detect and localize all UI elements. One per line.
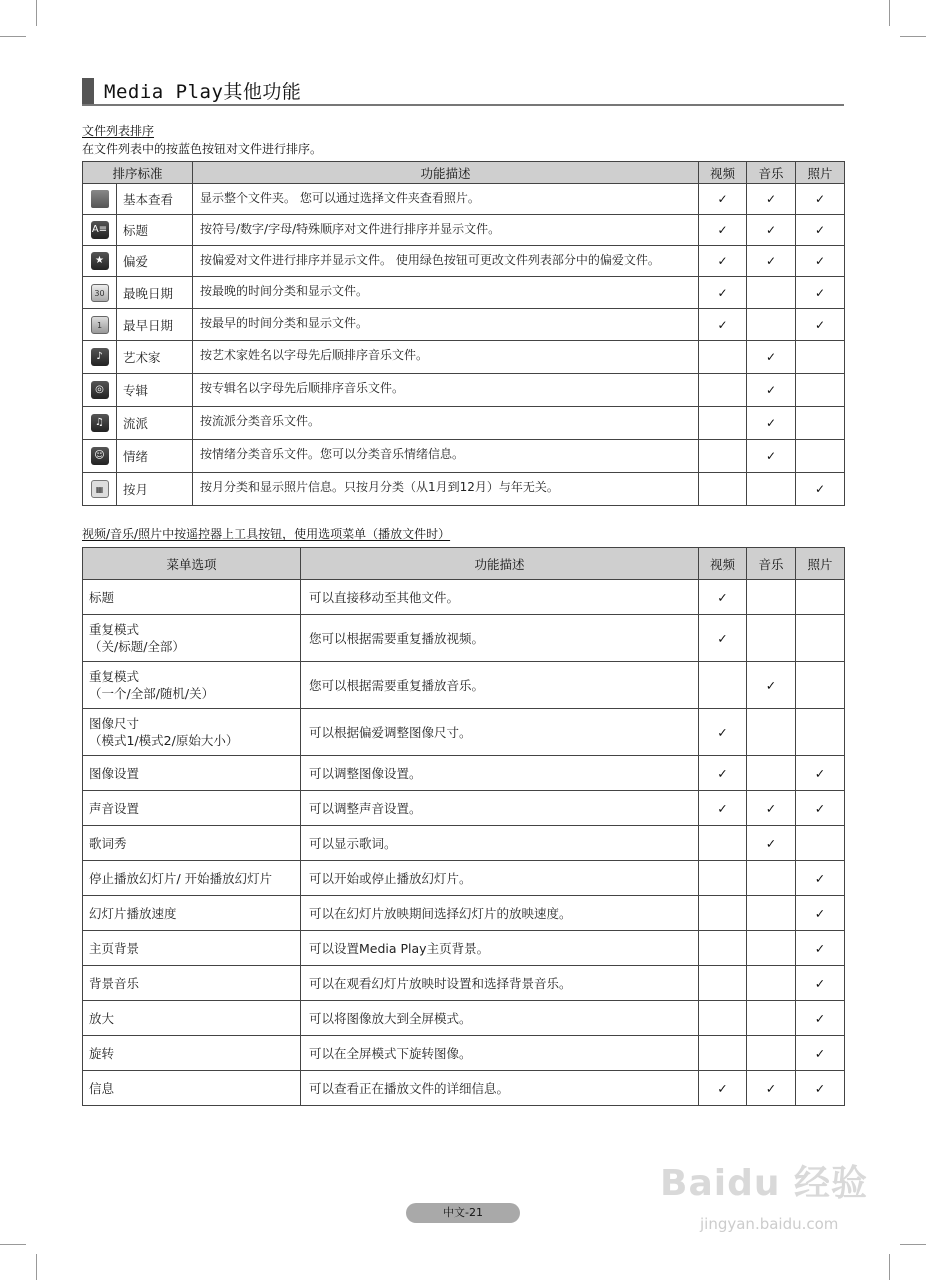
photo-check: ✓ [796, 756, 845, 791]
sort-table [82, 161, 845, 506]
video-check: ✓ [699, 580, 747, 615]
crop-mark [36, 0, 37, 26]
option-cell [83, 662, 301, 709]
video-check: ✓ [699, 756, 747, 791]
sort-desc: 按月分类和显示照片信息。只按月分类（从1月到12月）与年无关。 [193, 473, 699, 506]
video-check [699, 473, 747, 506]
video-check: ✓ [699, 246, 747, 277]
sort-row [83, 215, 845, 246]
header-music2: 音乐 [747, 548, 796, 580]
option-desc: 可以调整图像设置。 [301, 756, 699, 791]
photo-check: ✓ [796, 896, 845, 931]
option-name: 信息 [89, 1080, 115, 1096]
option-desc: 可以显示歌词。 [301, 826, 699, 861]
music-check: ✓ [747, 440, 796, 473]
option-cell [83, 1071, 301, 1106]
header-desc2: 功能描述 [301, 548, 699, 580]
option-row [83, 1001, 845, 1036]
sort-row [83, 277, 845, 309]
video-check [699, 341, 747, 374]
sort-name: 标题 [117, 215, 193, 246]
option-row [83, 826, 845, 861]
option-name: 歌词秀 [89, 835, 127, 851]
crop-mark [889, 0, 890, 26]
sort-name: 偏爱 [117, 246, 193, 277]
music-check: ✓ [747, 826, 796, 861]
music-check: ✓ [747, 246, 796, 277]
video-check [699, 374, 747, 407]
photo-check [796, 440, 845, 473]
option-row [83, 709, 845, 756]
option-cell [83, 1036, 301, 1071]
option-name: 图像设置 [89, 765, 140, 781]
title-sort-icon: A≡ [91, 221, 109, 239]
crop-mark [36, 1254, 37, 1280]
option-cell [83, 580, 301, 615]
option-cell [83, 615, 301, 662]
icon-cell [83, 473, 117, 506]
option-desc: 可以在幻灯片放映期间选择幻灯片的放映速度。 [301, 896, 699, 931]
option-name: 重复模式 [89, 622, 140, 637]
option-desc: 可以根据偏爱调整图像尺寸。 [301, 709, 699, 756]
video-check [699, 1036, 747, 1071]
video-check: ✓ [699, 1071, 747, 1106]
option-desc: 可以设置Media Play主页背景。 [301, 931, 699, 966]
option-name: 重复模式 [89, 669, 140, 684]
icon-cell [83, 374, 117, 407]
icon-cell [83, 277, 117, 309]
option-desc: 可以开始或停止播放幻灯片。 [301, 861, 699, 896]
header-video2: 视频 [699, 548, 747, 580]
icon-cell [83, 341, 117, 374]
sort-name: 艺术家 [117, 341, 193, 374]
photo-check [796, 407, 845, 440]
video-check: ✓ [699, 184, 747, 215]
icon-cell [83, 407, 117, 440]
video-check [699, 861, 747, 896]
icon-cell [83, 309, 117, 341]
sort-row [83, 246, 845, 277]
artist-icon: ♪ [91, 348, 109, 366]
option-name: 放大 [89, 1010, 115, 1026]
option-row [83, 861, 845, 896]
photo-check: ✓ [796, 277, 845, 309]
star-icon: ★ [91, 252, 109, 270]
icon-cell [83, 184, 117, 215]
photo-check [796, 374, 845, 407]
option-cell [83, 896, 301, 931]
header-criteria: 排序标准 [83, 162, 193, 184]
photo-check [796, 341, 845, 374]
option-sub: （一个/全部/随机/关） [89, 686, 215, 701]
section1-description: 在文件列表中的按蓝色按钮对文件进行排序。 [82, 142, 323, 156]
video-check: ✓ [699, 709, 747, 756]
photo-check: ✓ [796, 215, 845, 246]
video-check [699, 440, 747, 473]
page-title-bar [82, 76, 844, 106]
section1-heading: 文件列表排序 [82, 124, 155, 138]
photo-check: ✓ [796, 184, 845, 215]
sort-row [83, 407, 845, 440]
title-marker [82, 78, 94, 104]
header-desc: 功能描述 [193, 162, 699, 184]
mood-icon: ☺ [91, 447, 109, 465]
icon-cell [83, 215, 117, 246]
option-cell [83, 709, 301, 756]
option-name: 旋转 [89, 1045, 115, 1061]
crop-mark [0, 1244, 26, 1245]
music-check [747, 896, 796, 931]
photo-check: ✓ [796, 861, 845, 896]
sort-desc: 按偏爱对文件进行排序并显示文件。 使用绿色按钮可更改文件列表部分中的偏爱文件。 [193, 246, 699, 277]
option-row [83, 791, 845, 826]
sort-row [83, 184, 845, 215]
music-check [747, 1036, 796, 1071]
option-row [83, 896, 845, 931]
option-desc: 可以在观看幻灯片放映时设置和选择背景音乐。 [301, 966, 699, 1001]
photo-check [796, 580, 845, 615]
photo-check: ✓ [796, 1036, 845, 1071]
option-cell [83, 826, 301, 861]
option-cell [83, 931, 301, 966]
option-desc: 您可以根据需要重复播放音乐。 [301, 662, 699, 709]
option-desc: 可以直接移动至其他文件。 [301, 580, 699, 615]
photo-check [796, 615, 845, 662]
sort-desc: 按专辑名以字母先后顺排序音乐文件。 [193, 374, 699, 407]
sort-row [83, 309, 845, 341]
video-check: ✓ [699, 215, 747, 246]
sort-desc: 按符号/数字/字母/特殊顺序对文件进行排序并显示文件。 [193, 215, 699, 246]
sort-name: 情绪 [117, 440, 193, 473]
video-check [699, 662, 747, 709]
music-check [747, 473, 796, 506]
header-option: 菜单选项 [83, 548, 301, 580]
photo-check: ✓ [796, 931, 845, 966]
music-check [747, 1001, 796, 1036]
video-check: ✓ [699, 277, 747, 309]
header-photo: 照片 [796, 162, 845, 184]
video-check [699, 931, 747, 966]
sort-name: 流派 [117, 407, 193, 440]
option-row [83, 1071, 845, 1106]
option-name: 背景音乐 [89, 975, 140, 991]
options-table [82, 547, 845, 1106]
music-check: ✓ [747, 184, 796, 215]
sort-name: 专辑 [117, 374, 193, 407]
video-check [699, 826, 747, 861]
option-name: 幻灯片播放速度 [89, 905, 177, 921]
option-row [83, 756, 845, 791]
sort-desc: 按艺术家姓名以字母先后顺排序音乐文件。 [193, 341, 699, 374]
sort-name: 最晚日期 [117, 277, 193, 309]
option-cell [83, 791, 301, 826]
option-row [83, 966, 845, 1001]
month-icon: ▦ [91, 480, 109, 498]
photo-check: ✓ [796, 1001, 845, 1036]
music-check: ✓ [747, 374, 796, 407]
option-desc: 可以查看正在播放文件的详细信息。 [301, 1071, 699, 1106]
music-check: ✓ [747, 341, 796, 374]
music-check [747, 861, 796, 896]
watermark-logo: Baidu 经验 [660, 1163, 869, 1204]
sort-row [83, 341, 845, 374]
music-check [747, 277, 796, 309]
crop-mark [900, 36, 926, 37]
photo-check: ✓ [796, 309, 845, 341]
header-music: 音乐 [747, 162, 796, 184]
option-row [83, 662, 845, 709]
video-check [699, 896, 747, 931]
photo-check: ✓ [796, 966, 845, 1001]
option-desc: 可以调整声音设置。 [301, 791, 699, 826]
crop-mark [889, 1254, 890, 1280]
music-check [747, 756, 796, 791]
icon-cell [83, 246, 117, 277]
music-check: ✓ [747, 1071, 796, 1106]
photo-check [796, 662, 845, 709]
sort-name: 基本查看 [117, 184, 193, 215]
music-check [747, 615, 796, 662]
option-name: 图像尺寸 [89, 716, 140, 731]
video-check: ✓ [699, 615, 747, 662]
music-check: ✓ [747, 407, 796, 440]
photo-check [796, 826, 845, 861]
option-cell [83, 861, 301, 896]
option-desc: 您可以根据需要重复播放视频。 [301, 615, 699, 662]
option-sub: （模式1/模式2/原始大小） [89, 733, 239, 748]
option-row [83, 580, 845, 615]
sort-desc: 显示整个文件夹。 您可以通过选择文件夹查看照片。 [193, 184, 699, 215]
video-check [699, 407, 747, 440]
video-check [699, 1001, 747, 1036]
option-row [83, 931, 845, 966]
photo-check: ✓ [796, 473, 845, 506]
option-row [83, 615, 845, 662]
music-check: ✓ [747, 215, 796, 246]
page-number: 中文-21 [406, 1203, 520, 1223]
option-desc: 可以将图像放大到全屏模式。 [301, 1001, 699, 1036]
section2-heading: 视频/音乐/照片中按遥控器上工具按钮，使用选项菜单（播放文件时） [82, 527, 451, 541]
music-check [747, 931, 796, 966]
crop-mark [0, 36, 26, 37]
option-name: 停止播放幻灯片/ 开始播放幻灯片 [89, 870, 273, 886]
photo-check: ✓ [796, 246, 845, 277]
option-name: 主页背景 [89, 940, 140, 956]
option-desc: 可以在全屏模式下旋转图像。 [301, 1036, 699, 1071]
sort-desc: 按流派分类音乐文件。 [193, 407, 699, 440]
option-name: 声音设置 [89, 800, 140, 816]
music-check: ✓ [747, 791, 796, 826]
music-check [747, 966, 796, 1001]
page-title: Media Play其他功能 [104, 81, 302, 103]
option-cell [83, 1001, 301, 1036]
music-check [747, 709, 796, 756]
photo-check: ✓ [796, 1071, 845, 1106]
music-check [747, 309, 796, 341]
header-video: 视频 [699, 162, 747, 184]
option-cell [83, 756, 301, 791]
crop-mark [900, 1244, 926, 1245]
video-check: ✓ [699, 791, 747, 826]
sort-row [83, 473, 845, 506]
sort-name: 按月 [117, 473, 193, 506]
music-check: ✓ [747, 662, 796, 709]
folder-icon [91, 190, 109, 208]
sort-name: 最早日期 [117, 309, 193, 341]
sort-row [83, 374, 845, 407]
calendar-earliest-icon: 1 [91, 316, 109, 334]
genre-icon: ♫ [91, 414, 109, 432]
album-icon: ◎ [91, 381, 109, 399]
calendar-latest-icon: 30 [91, 284, 109, 302]
header-photo2: 照片 [796, 548, 845, 580]
watermark-url: jingyan.baidu.com [700, 1215, 839, 1233]
sort-row [83, 440, 845, 473]
photo-check [796, 709, 845, 756]
video-check [699, 966, 747, 1001]
sort-desc: 按最早的时间分类和显示文件。 [193, 309, 699, 341]
sort-desc: 按最晚的时间分类和显示文件。 [193, 277, 699, 309]
option-name: 标题 [89, 589, 115, 605]
icon-cell [83, 440, 117, 473]
option-row [83, 1036, 845, 1071]
sort-desc: 按情绪分类音乐文件。您可以分类音乐情绪信息。 [193, 440, 699, 473]
music-check [747, 580, 796, 615]
photo-check: ✓ [796, 791, 845, 826]
option-cell [83, 966, 301, 1001]
video-check: ✓ [699, 309, 747, 341]
option-sub: （关/标题/全部） [89, 639, 185, 654]
